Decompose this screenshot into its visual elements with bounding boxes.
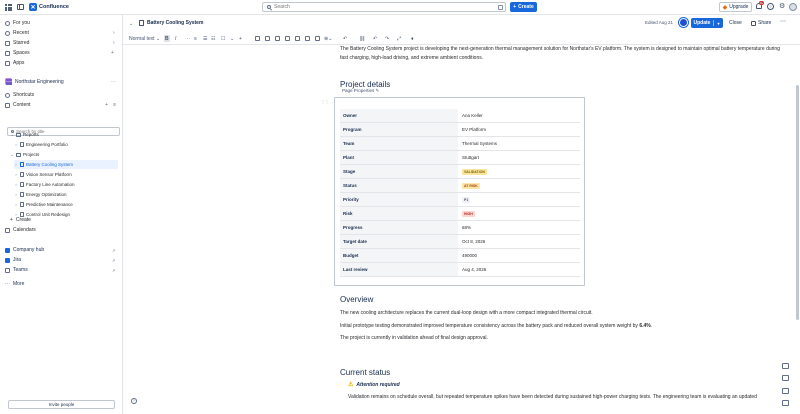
property-row — [340, 221, 580, 235]
search-box[interactable] — [262, 2, 506, 12]
tree-item[interactable] — [14, 160, 118, 169]
keyboard-shortcut-icon — [498, 5, 503, 10]
app-link-company-hub[interactable] — [5, 246, 116, 254]
overview-paragraph[interactable]: The new cooling architecture replaces the current dual-loop design with a more compact integrated thermal circuit. — [340, 310, 593, 316]
chat-icon[interactable] — [782, 400, 789, 406]
property-row — [340, 151, 580, 165]
property-key[interactable]: Plant — [340, 151, 458, 164]
overview-paragraph[interactable]: The project is currently in validation ahead of final design approval. — [340, 335, 488, 341]
layout-icon[interactable] — [305, 36, 310, 41]
edited-timestamp: Edited Aug 21 — [645, 20, 674, 25]
more-formatting-icon[interactable]: ⋯ — [185, 35, 190, 42]
scrollbar[interactable] — [796, 85, 799, 320]
status-lozenge: AT RISK — [464, 183, 478, 188]
property-value: EV Platform — [462, 127, 487, 132]
property-row — [340, 263, 580, 277]
property-value-cell[interactable] — [458, 141, 497, 146]
current-status-heading[interactable]: Current status — [340, 368, 391, 377]
sidebar-item-starred[interactable]: Starred › — [5, 39, 29, 47]
search-icon — [267, 5, 271, 9]
external-link-icon: ↗ — [112, 267, 116, 273]
help-icon[interactable]: ? — [131, 398, 137, 404]
tree-item[interactable] — [14, 200, 118, 209]
app-link-label: Company hub — [13, 247, 45, 253]
page-icon — [20, 202, 24, 207]
property-value-cell[interactable] — [458, 169, 487, 175]
app-link-label: Teams — [13, 267, 28, 273]
sidebar-item-label: More — [13, 281, 25, 287]
intro-paragraph-wrap — [340, 45, 780, 62]
tree-item-label: Vision Sensor Platform — [26, 172, 72, 177]
calendar-icon — [5, 228, 10, 233]
link-icon[interactable]: ⛓ — [359, 35, 366, 42]
overview-section — [340, 309, 780, 343]
property-value: 68% — [462, 225, 472, 230]
numbered-list-icon[interactable]: ☷ — [211, 35, 216, 42]
more-icon: ⋯ — [5, 281, 10, 287]
page-properties-label — [342, 88, 379, 94]
editor-toolbar — [123, 32, 800, 45]
task-list-icon[interactable]: ☐ — [221, 35, 226, 42]
external-link-icon: ↗ — [112, 247, 116, 253]
clock-icon — [5, 31, 10, 36]
macro-edit-icon[interactable]: ✎ — [375, 88, 380, 93]
property-value-cell[interactable] — [458, 113, 483, 118]
tree-item[interactable] — [14, 180, 118, 189]
spaces-icon — [5, 51, 10, 56]
overview-heading[interactable]: Overview — [340, 295, 374, 304]
sidebar-item-label: Content — [13, 102, 31, 108]
redo-icon[interactable]: ↷ — [385, 35, 390, 42]
overview-text: Initial prototype testing demonstrated improved temperature consistency across the battery pack and reduced overall system weight by — [340, 322, 640, 329]
content-icon — [5, 103, 10, 108]
add-content-icon[interactable]: + — [105, 102, 108, 108]
video-icon[interactable] — [782, 388, 789, 394]
image-icon[interactable] — [265, 36, 270, 41]
warning-title-text: Attention required — [356, 381, 400, 388]
text-style-label: Normal text — [129, 35, 155, 42]
property-row — [340, 207, 580, 221]
tree-item[interactable] — [14, 190, 118, 199]
share-button[interactable] — [751, 20, 771, 26]
more-insert-icon[interactable]: ⊕⌄ — [324, 35, 333, 42]
property-value: 490000 — [462, 253, 478, 258]
tree-item-label: Control Unit Redesign — [26, 212, 71, 217]
page-icon — [20, 182, 24, 187]
property-value: Oct 8, 2026 — [462, 239, 486, 244]
app-link-label: Jira — [13, 257, 22, 263]
property-key[interactable]: Owner — [340, 109, 458, 122]
property-row — [340, 123, 580, 137]
search-input[interactable] — [274, 4, 494, 10]
text-color-icon[interactable]: ≡ — [194, 35, 197, 42]
update-label: Update — [691, 20, 714, 26]
shortcuts-icon — [5, 93, 10, 98]
sidebar-item-label: Recent — [13, 30, 29, 36]
find-icon[interactable]: ↶ — [373, 35, 378, 42]
property-value-cell[interactable] — [458, 225, 471, 230]
sidebar-item-apps[interactable] — [5, 59, 24, 67]
tree-item[interactable] — [14, 140, 118, 149]
sidebar-toggle-icon[interactable] — [17, 4, 24, 10]
warning-icon: ⚠ — [348, 382, 354, 388]
space-avatar-icon — [5, 78, 12, 85]
collapse-chevron-icon[interactable]: ⌄ — [129, 21, 134, 27]
chevron-right-icon[interactable]: › — [15, 202, 17, 207]
comments-icon[interactable] — [782, 363, 789, 369]
property-row — [340, 137, 580, 151]
sidebar-item-label: Create — [15, 217, 31, 223]
overview-bold-value: 6.4% — [639, 322, 651, 329]
tree-item[interactable] — [10, 150, 118, 159]
property-value: Aug 4, 2026 — [462, 267, 487, 272]
property-key[interactable]: Budget — [340, 249, 458, 262]
for-you-icon — [5, 21, 10, 26]
sidebar-item-label: Starred — [13, 40, 30, 46]
diamond-icon: ◆ — [722, 4, 728, 11]
update-button[interactable] — [691, 18, 723, 28]
more-actions-icon[interactable]: ⋯ — [780, 19, 786, 25]
brand-name[interactable]: Confluence — [39, 4, 69, 10]
sidebar-item-for-you[interactable] — [5, 19, 30, 27]
text-style-dropdown[interactable]: Normal text ⌄ — [129, 35, 161, 42]
property-row — [340, 179, 580, 193]
page-icon — [20, 142, 24, 147]
code-icon[interactable] — [295, 36, 300, 41]
details-icon[interactable] — [782, 375, 789, 381]
status-lozenge: VALIDATION — [464, 169, 485, 174]
tree-item-label: Reports — [23, 132, 39, 137]
folder-icon — [16, 133, 21, 137]
space-more-icon[interactable]: ⋯ — [111, 79, 116, 85]
tree-item-label: Projects — [23, 152, 40, 157]
notification-badge: 9+ — [760, 1, 764, 5]
chevron-down-icon[interactable]: ⌄ — [10, 132, 14, 137]
chevron-down-icon[interactable]: ⌄ — [10, 152, 14, 157]
sidebar-item-label: Apps — [13, 60, 25, 66]
table-icon[interactable] — [255, 36, 260, 41]
property-row — [340, 193, 580, 207]
mention-icon[interactable] — [275, 36, 280, 41]
chevron-right-icon[interactable]: › — [15, 142, 17, 147]
star-icon — [5, 41, 10, 46]
property-row — [340, 109, 580, 123]
project-details-heading[interactable]: Project details — [340, 80, 391, 89]
create-button[interactable] — [510, 2, 537, 12]
user-avatar[interactable] — [789, 3, 797, 11]
property-value: Stuttgart — [462, 155, 480, 160]
status-section — [348, 393, 778, 402]
tree-item[interactable] — [14, 170, 118, 179]
help-icon[interactable]: ? — [767, 3, 774, 10]
sidebar-item-label: Shortcuts — [13, 92, 35, 98]
property-value-cell[interactable] — [458, 253, 477, 258]
sidebar-item-shortcuts[interactable] — [5, 91, 34, 99]
sidebar-item-label: For you — [13, 20, 30, 26]
status-lozenge: P1 — [464, 197, 469, 202]
alignment-icon[interactable]: ⌄ — [230, 35, 235, 42]
property-value-cell[interactable] — [458, 155, 479, 160]
property-row — [340, 249, 580, 263]
property-key[interactable]: Team — [340, 137, 458, 150]
space-header[interactable] — [5, 77, 64, 86]
page-icon — [20, 172, 24, 177]
drag-handle-icon[interactable]: ⋮⋮ — [321, 99, 329, 104]
page-icon — [20, 192, 24, 197]
property-value: Ana Keller — [462, 113, 483, 118]
property-key[interactable]: Status — [340, 179, 458, 192]
property-value-cell[interactable] — [458, 183, 480, 189]
bold-icon[interactable]: B — [165, 35, 169, 42]
property-value-cell[interactable] — [458, 211, 475, 217]
status-lozenge: HIGH — [464, 211, 473, 216]
sidebar-item-spaces[interactable]: Spaces + — [5, 49, 30, 57]
chevron-right-icon[interactable]: › — [15, 182, 17, 187]
overview-paragraph[interactable] — [340, 322, 780, 331]
divider-icon[interactable] — [315, 36, 320, 41]
property-value-cell[interactable] — [458, 197, 470, 203]
property-key[interactable]: Progress — [340, 221, 458, 234]
page-breadcrumb-title[interactable]: Battery Cooling System — [147, 20, 204, 26]
property-key[interactable]: Last review — [340, 263, 458, 276]
tree-item-label: Engineering Portfolio — [26, 142, 68, 147]
expand-icon[interactable]: ⤢ — [397, 35, 402, 42]
chevron-right-icon[interactable]: › — [15, 162, 17, 167]
page-icon — [139, 20, 144, 26]
top-navigation-bar — [0, 0, 800, 15]
overview-text: . — [650, 322, 653, 329]
collaborator-avatar[interactable] — [679, 18, 688, 27]
share-label: Share — [758, 20, 772, 26]
tree-item-label: Predictive Maintenance — [26, 202, 73, 207]
property-key[interactable]: Target date — [340, 235, 458, 248]
sidebar-item-content[interactable] — [5, 101, 31, 109]
tree-item-label: Factory Line Automation — [26, 182, 75, 187]
sidebar-item-create[interactable] — [10, 216, 31, 224]
plus-icon: + — [513, 4, 517, 10]
intro-paragraph[interactable]: The Battery Cooling System project is developing the next-generation thermal management solution for Northstar's EV platform. The system is designed to maintain optimal battery temperature during fast charging, high-load driving, and extreme ambient conditions. — [340, 46, 780, 61]
company-hub-icon — [5, 248, 10, 253]
property-row — [340, 165, 580, 179]
property-value: Thermal Systems — [462, 141, 498, 146]
sidebar-item-more[interactable] — [5, 280, 24, 288]
chevron-right-icon[interactable]: › — [15, 172, 17, 177]
chevron-right-icon[interactable]: › — [15, 212, 17, 217]
close-button[interactable]: Close — [729, 20, 742, 26]
upgrade-label: Upgrade — [729, 4, 749, 10]
app-link-jira[interactable] — [5, 256, 116, 264]
invite-people-button[interactable]: Invite people — [8, 400, 115, 409]
chevron-down-icon[interactable]: ▾ — [717, 20, 720, 26]
tree-item-label: Energy Optimization — [26, 192, 67, 197]
warning-panel-title[interactable] — [348, 381, 400, 388]
space-name: Northstar Engineering — [15, 78, 64, 85]
sidebar-item-calendars[interactable] — [5, 226, 36, 234]
property-key[interactable]: Stage — [340, 165, 458, 178]
property-key[interactable]: Program — [340, 123, 458, 136]
confluence-logo-icon[interactable]: ✕ — [30, 4, 36, 11]
undo-icon[interactable]: ↶ — [343, 35, 348, 42]
sidebar-item-label: Spaces — [13, 50, 30, 56]
sidebar — [0, 15, 123, 414]
external-link-icon: ↗ — [112, 257, 116, 263]
sidebar-item-label: Calendars — [13, 227, 36, 233]
filter-icon[interactable]: ≡ — [113, 102, 116, 108]
sidebar-item-recent[interactable]: Recent › — [5, 29, 29, 37]
property-value-cell[interactable] — [458, 127, 486, 132]
property-value-cell[interactable] — [458, 267, 486, 272]
insert-plus-icon[interactable]: + — [239, 35, 242, 42]
bullet-list-icon[interactable]: ☰ — [203, 35, 208, 42]
property-key[interactable]: Priority — [340, 193, 458, 206]
tree-item[interactable] — [10, 130, 118, 139]
jira-icon — [5, 258, 10, 263]
italic-icon[interactable]: I — [175, 35, 177, 42]
emoji-icon[interactable] — [285, 36, 290, 41]
status-paragraph[interactable]: Validation remains on schedule overall, but repeated temperature spikes have been detected during sustained high-power charging tests. The engineering team is evaluating an updated — [348, 394, 757, 400]
upgrade-button[interactable] — [719, 2, 752, 12]
property-key[interactable]: Risk — [340, 207, 458, 220]
page-properties-text: Page Properties — [342, 88, 375, 93]
create-label: Create — [518, 4, 534, 10]
tree-item-label: Battery Cooling System — [26, 162, 74, 167]
page-header — [123, 15, 800, 32]
share-icon — [751, 21, 756, 26]
page-icon — [20, 162, 24, 167]
property-row — [340, 235, 580, 249]
plus-icon: + — [10, 217, 13, 223]
teams-icon — [5, 268, 10, 273]
notifications-button[interactable] — [756, 3, 764, 11]
property-value-cell[interactable] — [458, 239, 485, 244]
app-switcher-icon[interactable] — [5, 4, 12, 11]
chevron-right-icon[interactable]: › — [15, 192, 17, 197]
app-link-teams[interactable] — [5, 266, 116, 274]
settings-gear-icon[interactable]: ⚙ — [779, 3, 786, 10]
folder-icon — [16, 153, 21, 157]
ai-icon[interactable]: ♦ — [411, 35, 414, 42]
apps-icon — [5, 61, 10, 66]
